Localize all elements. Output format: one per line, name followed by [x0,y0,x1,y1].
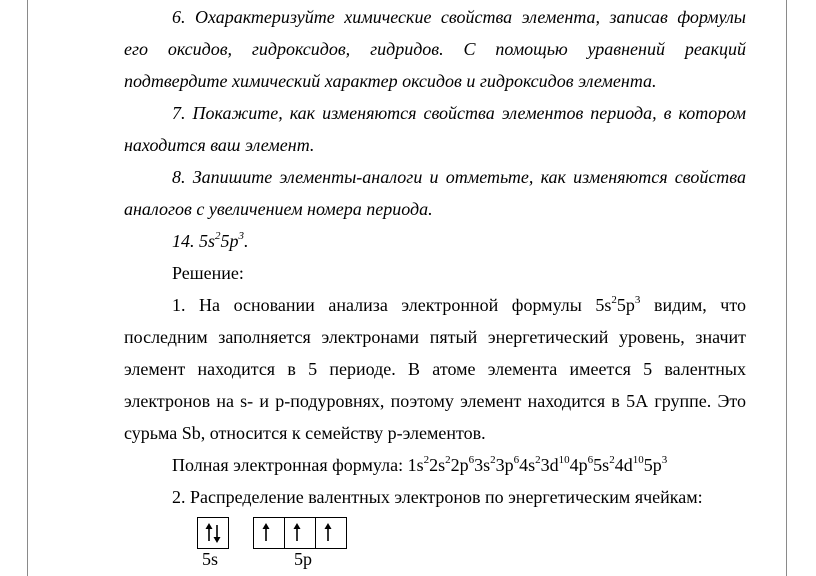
formula-term: 1s [407,455,424,475]
solution-paragraph-2: 2. Распределение валентных электронов по энергетическим ячейкам: [172,487,703,507]
electron-formula [408,455,668,475]
problem-statement: 14. $5s^25p^3$. [172,230,249,251]
text-line: подтвердите химический характер оксидов и гидроксидов элемента. [124,71,657,91]
document-page [124,0,746,513]
paired-electrons-icon [198,518,228,548]
text-line: элемент находится в 5 периоде. В атоме элемента имеется 5 валентных [124,359,746,379]
text-line: находится ваш элемент. [124,135,315,155]
text-line: 7. Покажите, как изменяются свойства элементов периода, в котором [172,103,746,123]
solution-paragraph-1 [124,289,746,449]
text-line: 8. Запишите элементы-аналоги и отметьте, как изменяются свойства [172,167,746,187]
formula-term: 4p [569,455,588,475]
text-line: сурьма Sb, относится к семейству p-элементов. [124,423,486,443]
formula-exponent: 6 [587,454,594,466]
orbital-5s-label: 5s [202,549,219,569]
formula-term: 4s [519,455,536,475]
orbital-5p-label: 5p [294,549,312,569]
formula-exponent: 6 [513,454,520,466]
task-item-7 [124,97,746,161]
formula-exponent: 3 [661,454,668,466]
page-frame-right [786,0,787,576]
full-electron-formula: Полная электронная формула: $1s^22s^22p^63s^23p^64s^23d^{10}4p^65s^24d^{10}5p^3$ [172,454,668,475]
orbital-5s-box [197,517,229,549]
formula-exponent: 2 [609,454,615,466]
orbital-cell [285,518,316,548]
page-frame-left [27,0,28,576]
electron-up-arrow-icon [254,518,284,548]
formula-term: 3s [474,455,491,475]
formula-exponent: 2 [490,454,496,466]
formula-term: 2p [450,455,469,475]
formula-exponent: 10 [558,454,570,466]
text-line: 1. На основании анализа электронной формулы $5s^25p^3$ видим, что [172,294,746,315]
electron-up-arrow-icon [285,518,315,548]
task-item-8 [124,161,746,225]
task-item-6 [124,1,746,97]
formula-term: 2s [429,455,446,475]
formula-exponent: 10 [632,454,644,466]
text-line: аналогов с увеличением номера периода. [124,199,433,219]
orbital-cell [316,518,346,548]
orbital-5p-box [253,517,347,549]
formula-exponent: 2 [445,454,451,466]
formula-term: 5s [593,455,610,475]
orbital-cell [254,518,285,548]
text-line: его оксидов, гидроксидов, гидридов. С помощью уравнений реакций [124,39,746,59]
formula-term: 5p [643,455,662,475]
formula-term: 4d [614,455,633,475]
formula-term: 3d [540,455,559,475]
electron-up-arrow-icon [316,518,346,548]
formula-exponent: 2 [423,454,430,466]
formula-exponent: 6 [468,454,475,466]
text-line: последним заполняется электронами пятый энергетический уровень, значит [124,327,746,347]
formula-term: 3p [495,455,514,475]
formula-exponent: 2 [535,454,541,466]
orbital-diagram [197,517,397,549]
solution-label: Решение: [172,263,244,283]
text-line: 6. Охарактеризуйте химические свойства элемента, записав формулы [172,7,746,27]
text-line: электронов на s- и p-подуровнях, поэтому элемент находится в 5А группе. Это [124,391,746,411]
orbital-cell [198,518,228,548]
